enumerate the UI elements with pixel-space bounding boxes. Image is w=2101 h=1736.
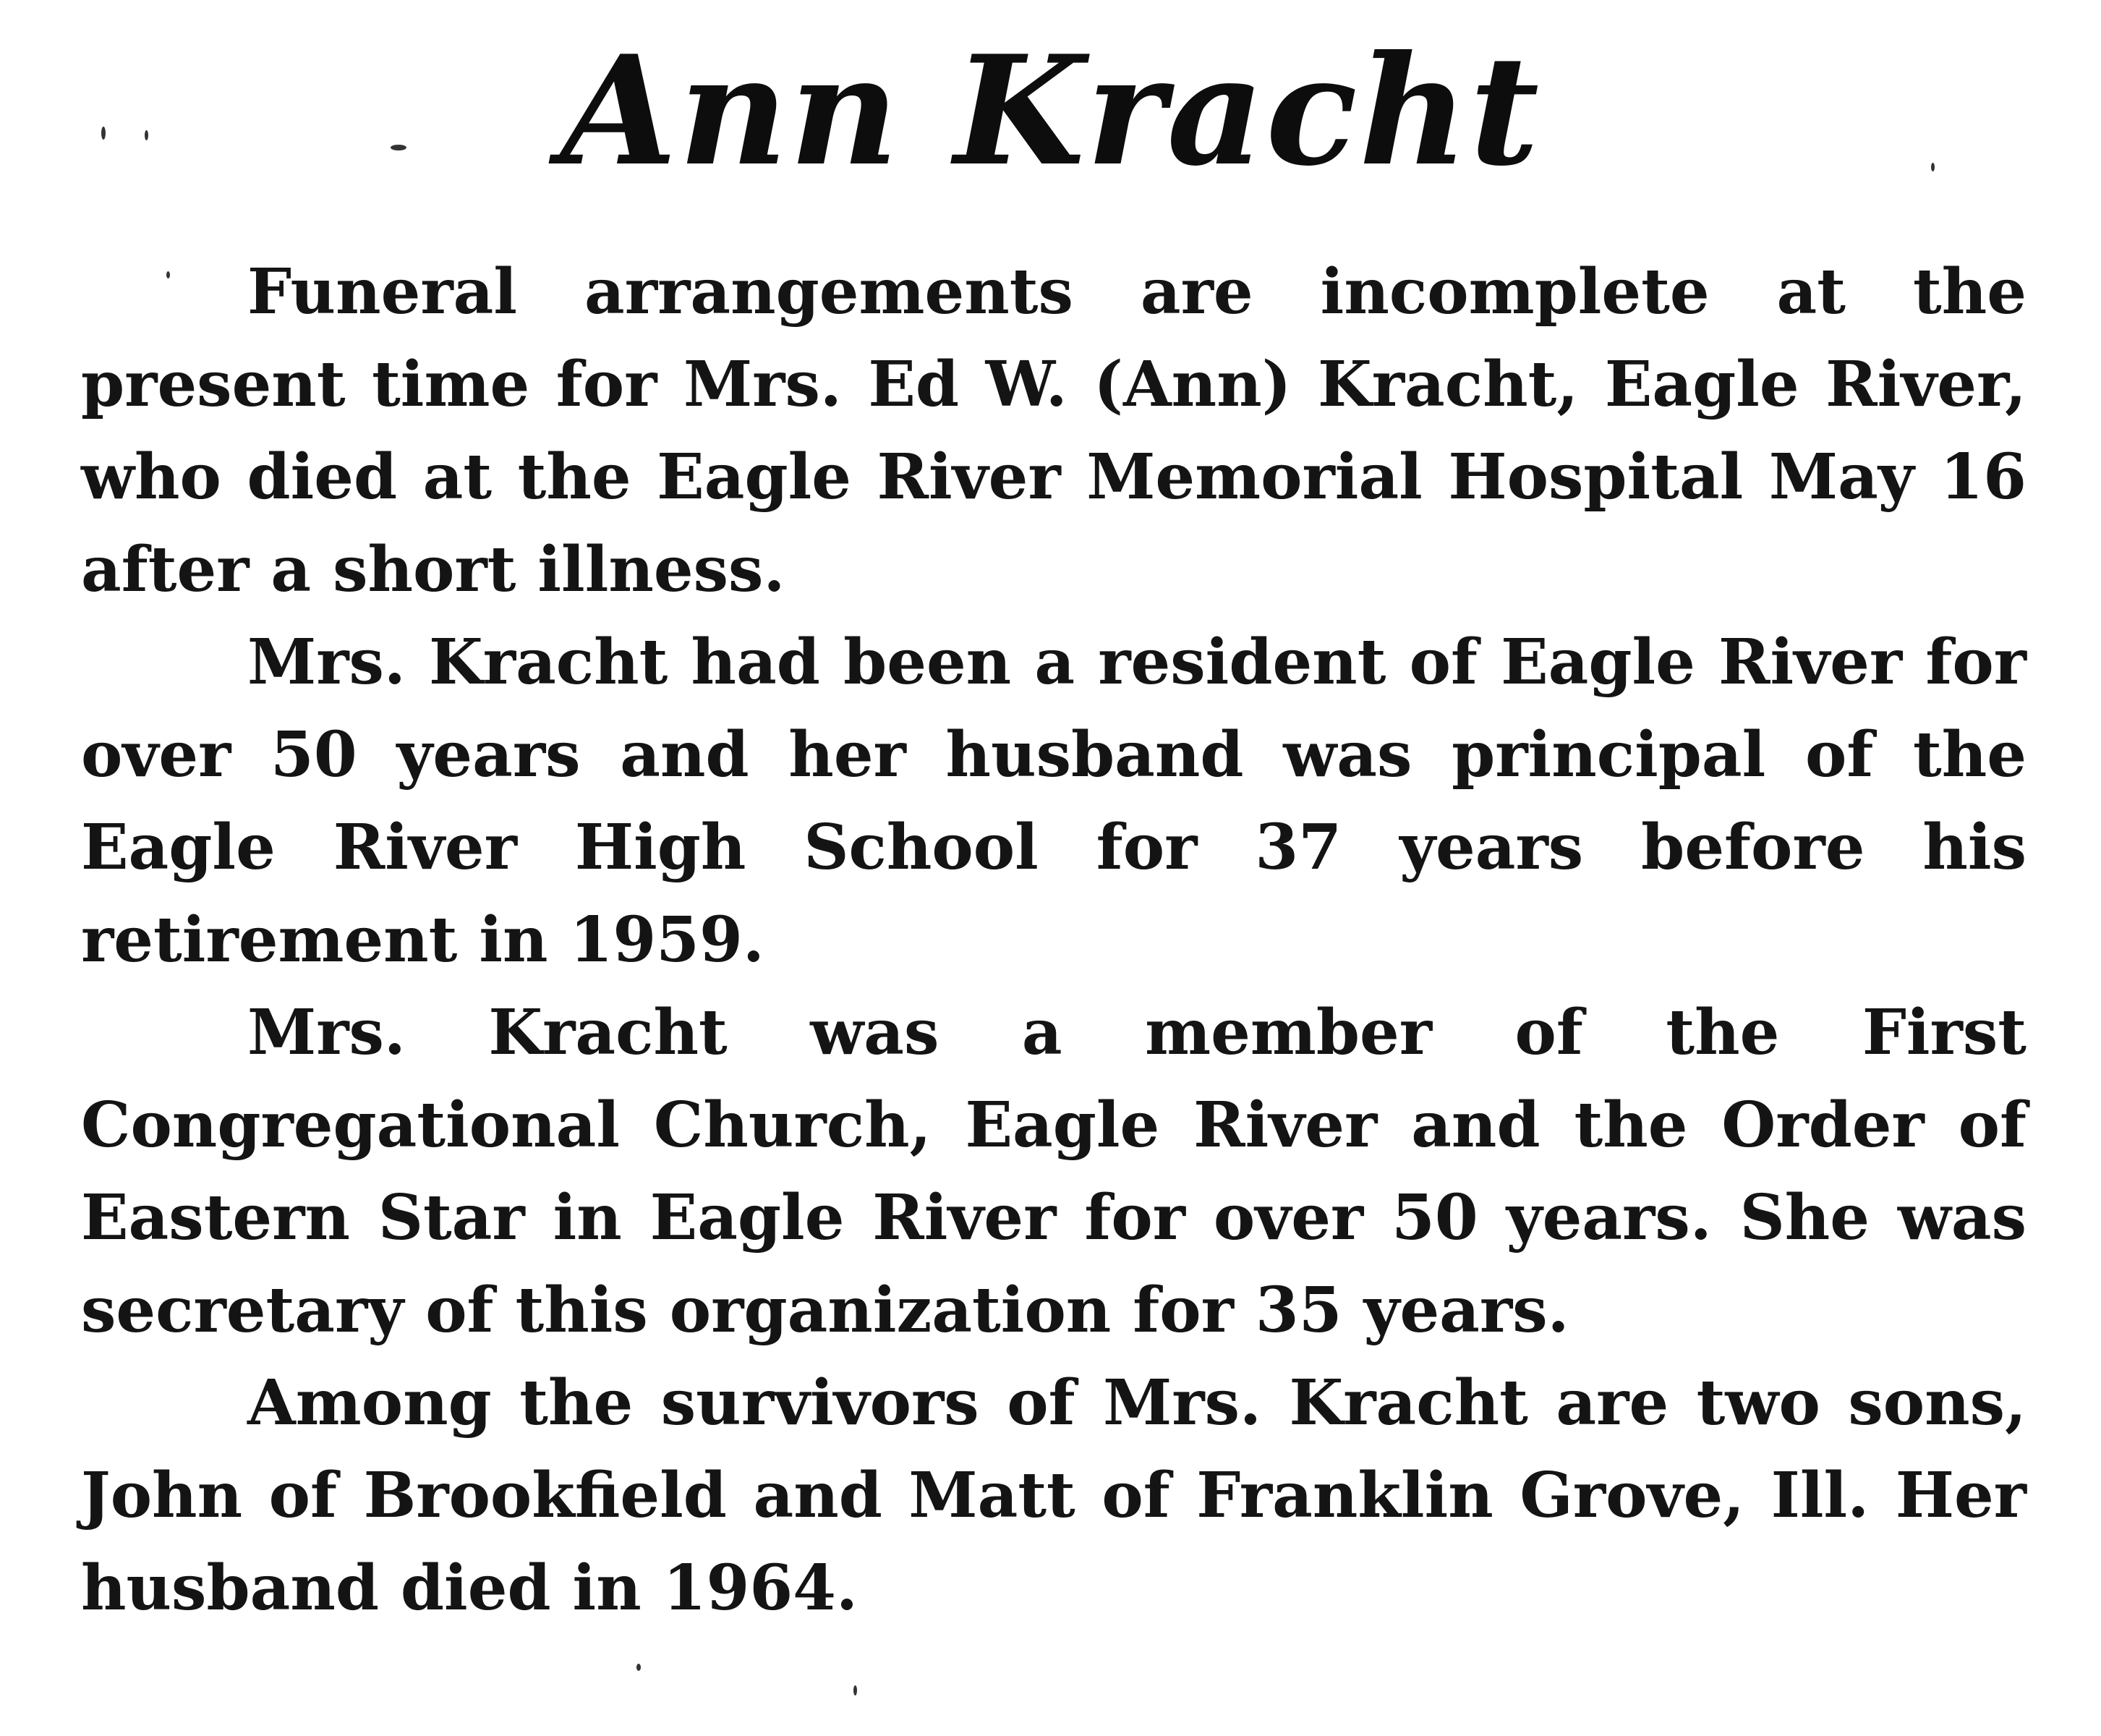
headline: Ann Kracht [560,23,1541,200]
paragraph: Among the survivors of Mrs. Kracht are two sons, John of Brookfield and Matt of Franklin Grove, Ill. Her husband died in 1964. [81,1366,2027,1625]
paragraph: Mrs. Kracht had been a resident of Eagle River for over 50 years and her husband was principal of the Eagle River High School for 37 years before his retirement in 1959. [81,626,2027,977]
print-speck [636,1664,641,1671]
paragraph: Mrs. Kracht was a member of the First Congregational Church, Eagle River and the Order of Eastern Star in Eagle River for over 50 years. She was secretary of this organization for 35 years. [81,996,2027,1347]
paragraph: Funeral arrangements are incomplete at the present time for Mrs. Ed W. (Ann) Kracht, Eagle River, who died at the Eagle River Memorial Hospital May 16 after a short illness. [81,255,2027,606]
article-body [81,246,2027,1635]
print-speck [853,1685,857,1695]
